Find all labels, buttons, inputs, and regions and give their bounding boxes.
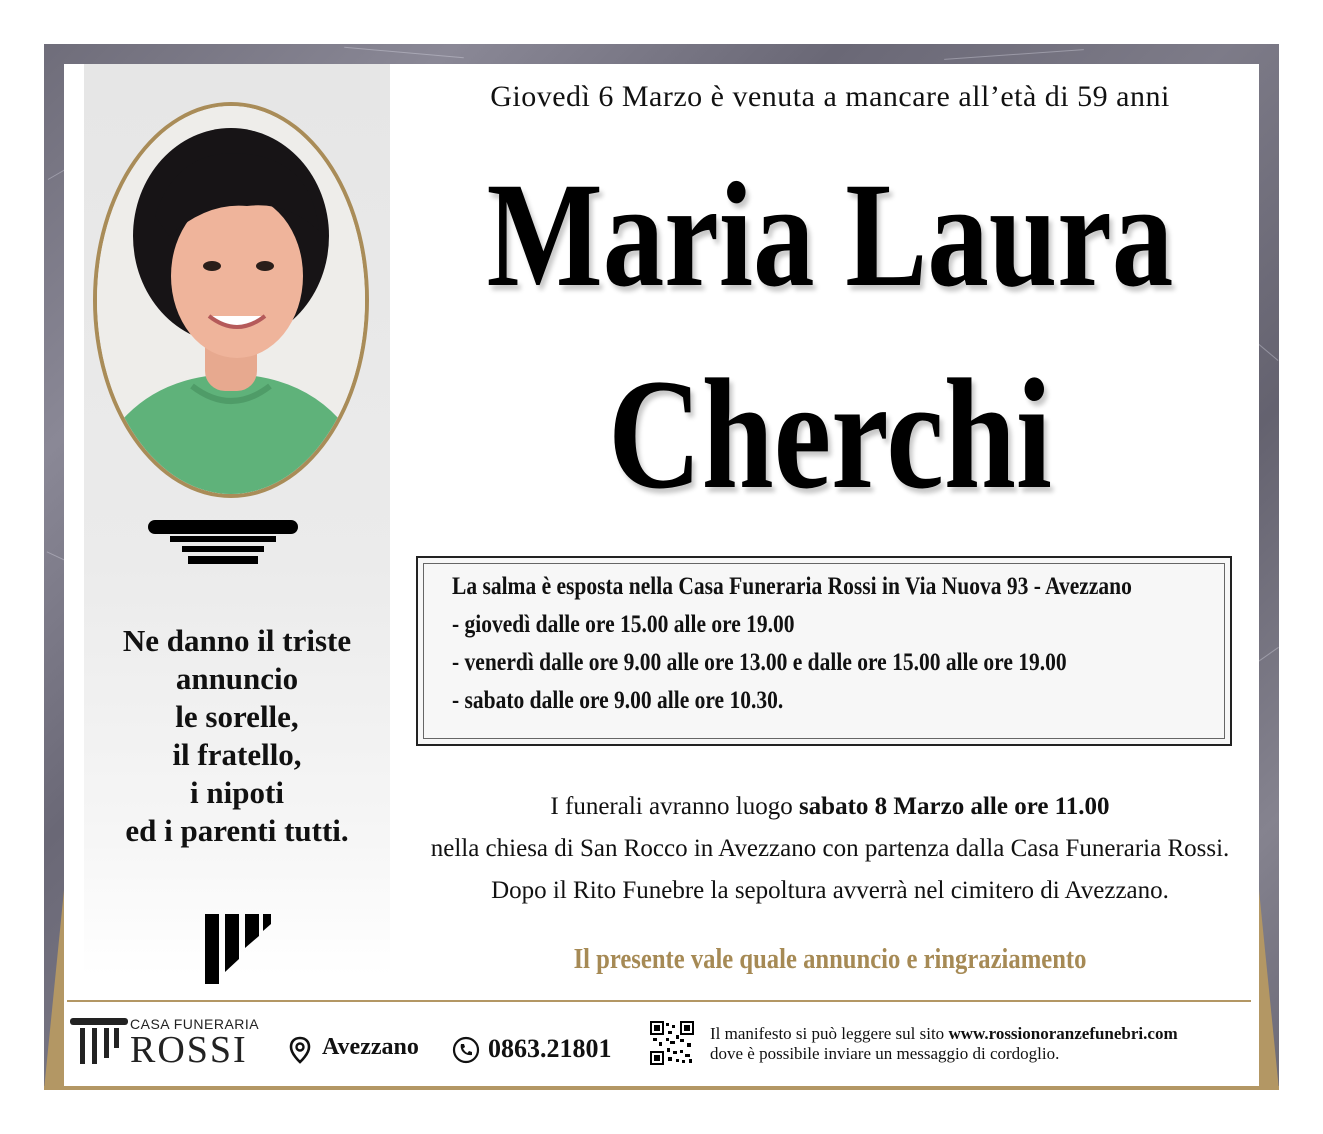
funeral-line-3: Dopo il Rito Funebre la sepoltura avverrà nel cimitero di Avezzano.	[491, 877, 1169, 904]
website-note-prefix: Il manifesto si può leggere sul sito	[710, 1024, 949, 1043]
announcement-line: ed i parenti tutti.	[125, 813, 349, 848]
gold-bottom-border	[44, 1086, 1279, 1090]
funeral-date-time: sabato 8 Marzo alle ore 11.00	[798, 793, 1110, 820]
announcement-line: il fratello,	[172, 737, 302, 772]
date-line: Giovedì 6 Marzo è venuta a mancare all’età di 59 anni	[490, 80, 1170, 113]
portrait-photo	[93, 102, 369, 498]
announcement-text	[84, 622, 390, 850]
website-link[interactable]: www.rossionoranzefunebri.com	[948, 1024, 1178, 1043]
announcement-line: i nipoti	[190, 775, 284, 810]
funeral-details	[400, 786, 1260, 912]
funeral-line-1	[400, 786, 1260, 828]
qr-code[interactable]	[650, 1021, 694, 1065]
deceased-first-names: Maria Laura	[486, 152, 1174, 318]
column-logo-icon	[70, 1018, 128, 1066]
announcement-line: annuncio	[175, 661, 299, 696]
phone-icon	[452, 1036, 480, 1064]
announcement-line: Ne danno il triste	[122, 623, 352, 658]
column-capital-icon	[148, 518, 298, 568]
funeral-line-2: nella chiesa di San Rocco in Avezzano con partenza dalla Casa Funeraria Rossi.	[430, 835, 1230, 862]
brand-subtitle: CASA FUNERARIA	[130, 1016, 260, 1032]
thanks-line: Il presente vale quale annuncio e ringraziamento	[573, 944, 1087, 975]
viewing-line: - venerdì dalle ore 9.00 alle ore 13.00 e dalle ore 15.00 alle ore 19.00	[452, 649, 1067, 676]
footer-separator	[67, 1000, 1251, 1002]
map-pin-icon	[288, 1036, 312, 1064]
viewing-line: - giovedì dalle ore 15.00 alle ore 19.00	[452, 611, 795, 638]
phone-number: 0863.21801	[488, 1034, 612, 1063]
website-note	[710, 1024, 1178, 1064]
viewing-line: La salma è esposta nella Casa Funeraria Rossi in Via Nuova 93 - Avezzano	[452, 573, 1132, 600]
viewing-info-text	[452, 568, 1132, 720]
website-note-line-2: dove è possibile inviare un messaggio di cordoglio.	[710, 1044, 1060, 1063]
location-label: Avezzano	[322, 1034, 419, 1060]
funeral-line-1-prefix: I funerali avranno luogo	[550, 793, 799, 820]
brand-name: ROSSI	[130, 1029, 248, 1071]
deceased-surname: Cherchi	[608, 347, 1052, 522]
viewing-line: - sabato dalle ore 9.00 alle ore 10.30.	[452, 687, 784, 714]
rossi-emblem-icon	[205, 914, 275, 984]
announcement-line: le sorelle,	[175, 699, 299, 734]
